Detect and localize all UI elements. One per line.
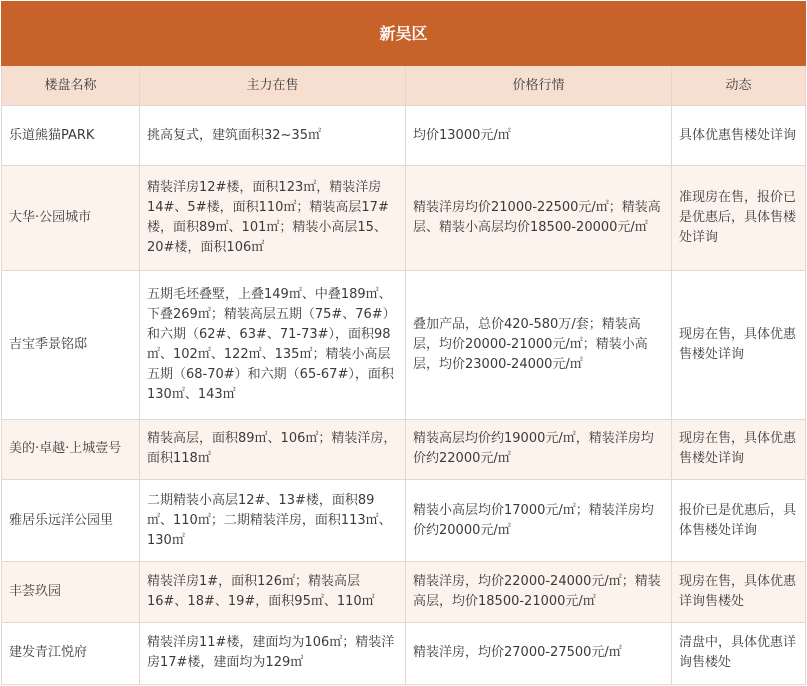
cell-main: 挑高复式，建筑面积32~35㎡ bbox=[140, 106, 406, 166]
table-row bbox=[2, 270, 806, 419]
title-row bbox=[2, 2, 806, 66]
cell-status: 现房在售，具体优惠售楼处详询 bbox=[672, 270, 806, 419]
cell-status: 现房在售，具体优惠售楼处详询 bbox=[672, 419, 806, 479]
cell-main: 五期毛坯叠墅，上叠149㎡、中叠189㎡、下叠269㎡；精装高层五期（75#、76#）和六期（62#、63#、71-73#），面积98㎡、102㎡、122㎡、135㎡；精装小高层五期（68-70#）和六期（65-67#），面积130㎡、143㎡ bbox=[140, 270, 406, 419]
cell-main: 精装洋房11#楼，建面均为106㎡；精装洋房17#楼，建面均为129㎡ bbox=[140, 622, 406, 684]
cell-name: 美的·卓越·上城壹号 bbox=[2, 419, 140, 479]
cell-name: 雅居乐远洋公园里 bbox=[2, 479, 140, 561]
cell-status: 清盘中，具体优惠详询售楼处 bbox=[672, 622, 806, 684]
cell-name: 丰荟玖园 bbox=[2, 562, 140, 622]
cell-price: 均价13000元/㎡ bbox=[406, 106, 672, 166]
cell-name: 吉宝季景铭邸 bbox=[2, 270, 140, 419]
header-main: 主力在售 bbox=[140, 66, 406, 106]
cell-price: 精装高层均价约19000元/㎡，精装洋房均价约22000元/㎡ bbox=[406, 419, 672, 479]
cell-status: 准现房在售，报价已是优惠后，具体售楼处详询 bbox=[672, 166, 806, 271]
cell-status: 报价已是优惠后，具体售楼处详询 bbox=[672, 479, 806, 561]
cell-price: 精装洋房均价21000-22500元/㎡；精装高层、精装小高层均价18500-20000元/㎡ bbox=[406, 166, 672, 271]
cell-name: 建发青江悦府 bbox=[2, 622, 140, 684]
cell-main: 精装洋房1#，面积126㎡；精装高层16#、18#、19#，面积95㎡、110㎡ bbox=[140, 562, 406, 622]
header-status: 动态 bbox=[672, 66, 806, 106]
cell-status: 现房在售，具体优惠详询售楼处 bbox=[672, 562, 806, 622]
header-row bbox=[2, 66, 806, 106]
cell-price: 精装洋房，均价22000-24000元/㎡；精装高层，均价18500-21000元/㎡ bbox=[406, 562, 672, 622]
header-name: 楼盘名称 bbox=[2, 66, 140, 106]
table-row bbox=[2, 622, 806, 684]
cell-main: 二期精装小高层12#、13#楼，面积89㎡、110㎡；二期精装洋房，面积113㎡、130㎡ bbox=[140, 479, 406, 561]
cell-main: 精装高层，面积89㎡、106㎡；精装洋房，面积118㎡ bbox=[140, 419, 406, 479]
table-row bbox=[2, 479, 806, 561]
table-title: 新吴区 bbox=[2, 2, 806, 66]
table-row bbox=[2, 562, 806, 622]
header-price: 价格行情 bbox=[406, 66, 672, 106]
cell-price: 叠加产品，总价420-580万/套；精装高层，均价20000-21000元/㎡；精装小高层，均价23000-24000元/㎡ bbox=[406, 270, 672, 419]
cell-name: 大华·公园城市 bbox=[2, 166, 140, 271]
cell-status: 具体优惠售楼处详询 bbox=[672, 106, 806, 166]
table-row bbox=[2, 166, 806, 271]
table-row bbox=[2, 419, 806, 479]
table-row bbox=[2, 106, 806, 166]
cell-price: 精装小高层均价17000元/㎡；精装洋房均价约20000元/㎡ bbox=[406, 479, 672, 561]
cell-price: 精装洋房，均价27000-27500元/㎡ bbox=[406, 622, 672, 684]
cell-main: 精装洋房12#楼，面积123㎡，精装洋房14#、5#楼，面积110㎡；精装高层17#楼，面积89㎡、101㎡；精装小高层15、20#楼，面积106㎡ bbox=[140, 166, 406, 271]
property-table bbox=[1, 1, 806, 685]
cell-name: 乐道熊猫PARK bbox=[2, 106, 140, 166]
